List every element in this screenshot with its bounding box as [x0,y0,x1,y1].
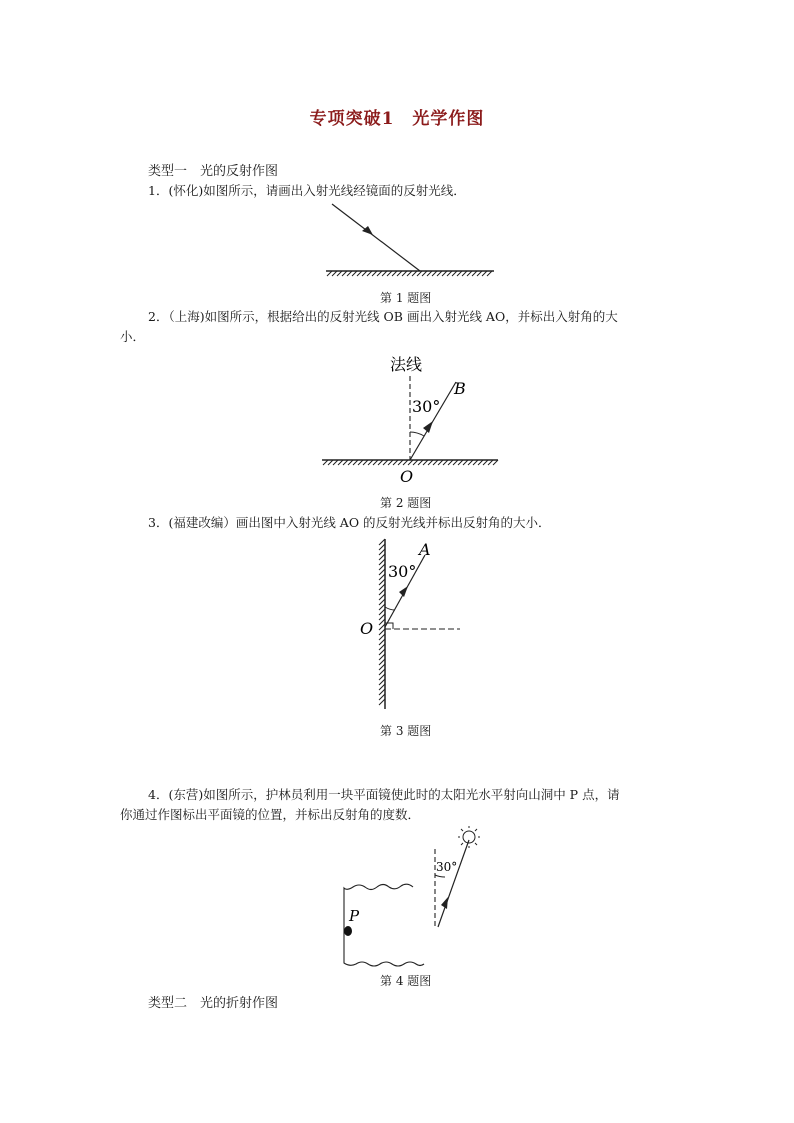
angle-arc [385,607,395,610]
mirror-hatching [322,460,498,465]
section-heading-refraction: 类型二 光的折射作图 [148,996,279,1011]
angle-arc [410,432,424,436]
figure-3-caption: 第 3 题图 [380,724,432,738]
angle-arc [435,875,445,877]
question-4-text-line2: 你通过作图标出平面镜的位置，并标出反射角的度数． [120,807,421,822]
figure-2-diagram [318,350,503,485]
angle-label: 30° [436,860,458,874]
arrow-head-icon [423,421,433,433]
question-4-text-line1: 4．(东营)如图所示，护林员利用一块平面镜使此时的太阳光水平射向山洞中 P 点，请 [148,787,620,802]
vertical-mirror-hatching [379,539,385,709]
point-b-label: B [454,379,466,398]
point-o-label: O [360,619,374,638]
figure-4-diagram [335,825,495,975]
figure-3-diagram [355,535,470,713]
question-2-text-line1: 2．（上海)如图所示，根据给出的反射光线 OB 画出入射光线 AO，并标出入射角的大 [148,309,618,324]
angle-label: 30° [412,397,441,416]
figure-4-caption: 第 4 题图 [380,974,432,988]
figure-2-caption: 第 2 题图 [380,496,432,510]
question-1-text: 1．(怀化)如图所示，请画出入射光线经镜面的反射光线． [148,183,466,198]
question-2-text-line2: 小． [120,329,146,344]
normal-label: 法线 [390,355,423,374]
section-heading-reflection: 类型一 光的反射作图 [148,164,279,179]
question-3-text: 3．(福建改编）画出图中入射光线 AO 的反射光线并标出反射角的大小． [148,515,551,530]
point-a-label: A [419,540,431,559]
point-o-label: O [400,467,414,485]
arrow-head-icon [399,586,408,597]
point-p-dot [344,926,352,936]
sunlight-ray [438,840,469,927]
incident-ray [332,204,420,271]
arrow-head-icon [441,897,448,909]
figure-1-diagram [320,198,500,283]
point-p-label: P [349,907,360,925]
cave-outline [344,884,424,966]
mirror-hatching [326,271,494,276]
figure-1-caption: 第 1 题图 [380,291,432,305]
sun-icon [458,826,480,848]
angle-label: 30° [388,562,417,581]
page-title: 专项突破1 光学作图 [309,109,485,129]
